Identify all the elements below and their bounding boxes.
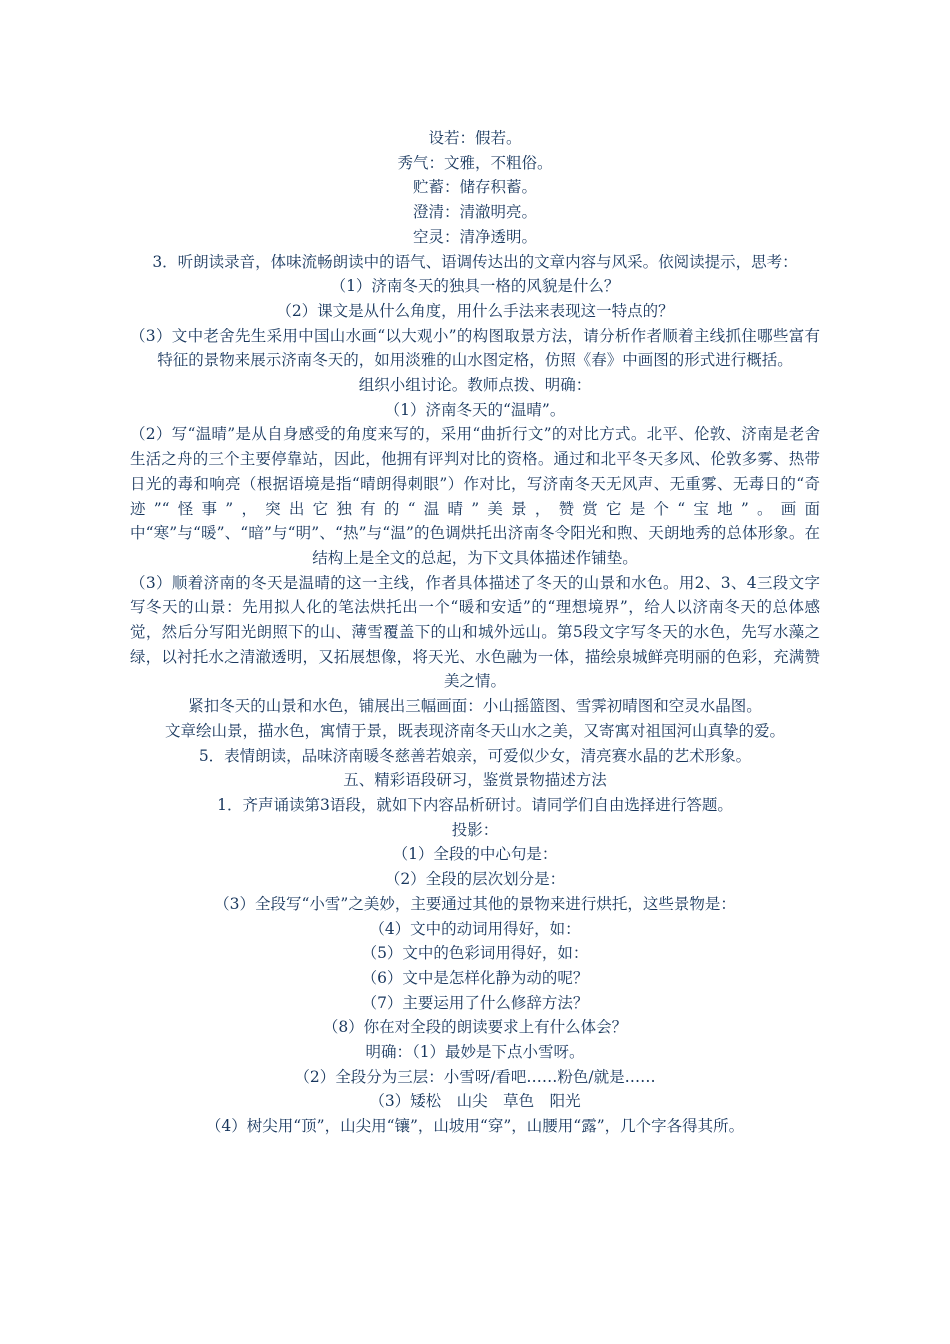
clarify-3: （3）矮松 山尖 草色 阳光 (369, 1092, 581, 1111)
document-page (130, 126, 820, 1139)
three-scenes: 紧扣冬天的山景和水色，铺展出三幅画面：小山摇篮图、雪霁初晴图和空灵水晶图。 (188, 697, 762, 716)
answer-1: （1）济南冬天的“温晴”。 (384, 400, 566, 419)
projection-label: 投影： (451, 820, 499, 839)
question-2: （2）课文是从什么角度，用什么手法来表现这一特点的？ (276, 301, 674, 320)
answer-3-paragraph: （3）顺着济南的冬天是温晴的这一主线，作者具体描述了冬天的山景和水色。用2、3、4三段文字写冬天的山景：先用拟人化的笔法烘托出一个“暖和安适”的“理想境界”，给人以济南冬天的总体感觉，然后分写阳光朗照下的山、薄雪覆盖下的山和城外远山。第5段文字写冬天的水色，先写水藻之绿，以衬托水之清澈透明，又拓展想像，将天光、水色融为一体，描绘泉城鲜亮明丽的色彩，充满赞美之情。 (130, 573, 820, 691)
definition-sheruo: 设若：假若。 (428, 129, 522, 147)
question-3: （3）文中老舍先生采用中国山水画“以大观小”的构图取景方法，请分析作者顺着主线抓住哪些富有特征的景物来展示济南冬天的，如用淡雅的山水图定格，仿照《春》中画图的形式进行概括。 (130, 326, 820, 370)
projection-q7: （7）主要运用了什么修辞方法？ (361, 993, 589, 1012)
group-discussion: 组织小组讨论。教师点拨、明确： (358, 376, 592, 395)
task-1-recital: 1．齐声诵读第3语段，就如下内容品析研讨。请同学们自由选择进行答题。 (217, 795, 733, 814)
definition-zhuxu: 贮蓄：储存积蓄。 (412, 178, 537, 197)
clarify-1: 明确：（1）最妙是下点小雪呀。 (365, 1043, 585, 1062)
projection-q8: （8）你在对全段的朗读要求上有什么体会？ (322, 1018, 628, 1037)
projection-q5: （5）文中的色彩词用得好，如： (361, 944, 589, 963)
definition-xiuqi: 秀气：文雅，不粗俗。 (397, 153, 553, 172)
question-1: （1）济南冬天的独具一格的风貌是什么？ (330, 277, 620, 296)
projection-q3: （3）全段写“小雪”之美妙，主要通过其他的景物来进行烘托，这些景物是： (214, 894, 736, 913)
task-5-reading: 5．表情朗读，品味济南暖冬慈善若娘亲，可爱似少女，清亮赛水晶的艺术形象。 (198, 746, 752, 765)
definition-chengqing: 澄清：清澈明亮。 (412, 203, 537, 222)
projection-q2: （2）全段的层次划分是： (384, 870, 566, 889)
projection-q4: （4）文中的动词用得好，如： (369, 919, 581, 938)
clarify-4: （4）树尖用“顶”，山尖用“镶”，山坡用“穿”，山腰用“露”，几个字各得其所。 (205, 1117, 745, 1136)
summary-sentence: 文章绘山景，描水色，寓情于景，既表现济南冬天山水之美，又寄寓对祖国河山真挚的爱。 (164, 721, 785, 740)
answer-2-paragraph: （2）写“温晴”是从自身感受的角度来写的，采用“曲折行文”的对比方式。北平、伦敦、济南是老舍生活之舟的三个主要停靠站，因此，他拥有评判对比的资格。通过和北平冬天多风、伦敦多雾、热带日光的毒和响亮（根据语境是指“晴朗得刺眼”）作对比，写济南冬天无风声、无重雾、无毒日的“奇迹”“怪事”，突出它独有的“温晴”美景，赞赏它是个“宝地”。画面中“寒”与“暖”、“暗”与“明”、“热”与“温”的色调烘托出济南冬令阳光和煦、天朗地秀的总体形象。在结构上是全文的总起，为下文具体描述作铺垫。 (130, 425, 820, 567)
projection-q6: （6）文中是怎样化静为动的呢？ (361, 968, 589, 987)
task-3-reading: 3．听朗读录音，体味流畅朗读中的语气、语调传达出的文章内容与风采。依阅读提示，思考： (152, 252, 798, 271)
section-5-heading: 五、精彩语段研习，鉴赏景物描述方法 (343, 771, 607, 790)
projection-q1: （1）全段的中心句是： (392, 845, 558, 864)
definition-kongling: 空灵：清净透明。 (412, 227, 537, 246)
clarify-2: （2）全段分为三层：小雪呀/看吧……粉色/就是…… (294, 1067, 656, 1086)
